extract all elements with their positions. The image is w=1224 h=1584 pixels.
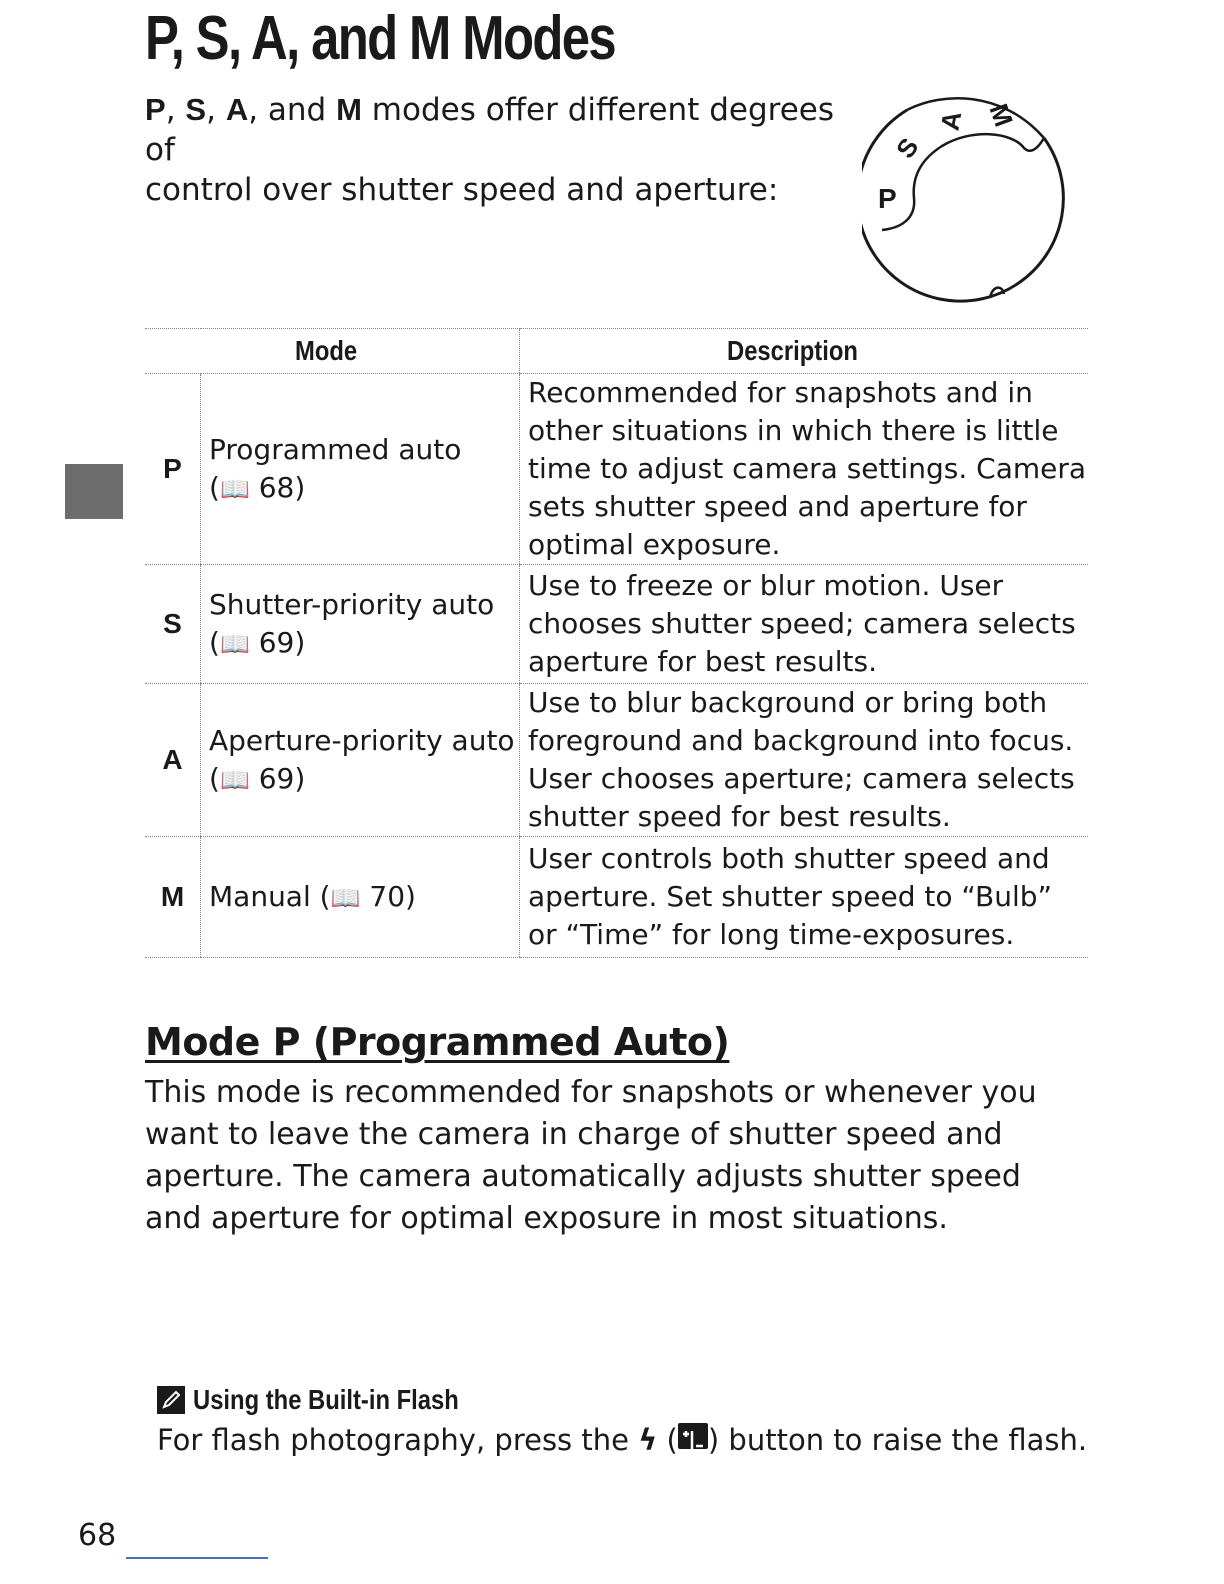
mode-description: Recommended for snapshots and in other situations in which there is little time to adjust camera settings. Camera sets shutter speed and aperture for optimal exposure. [520,374,1089,565]
modes-table [145,328,1088,958]
dial-label-p: P [878,183,897,214]
note-heading-text: Using the Built-in Flash [193,1384,459,1415]
intro-text-1: modes offer different degrees of [145,92,834,168]
table-header-row [145,329,1088,374]
book-icon: 📖 [219,474,250,503]
table-row [145,837,1088,958]
note-heading [157,1384,506,1416]
mode-name: Shutter-priority auto [209,587,495,621]
mode-dial-icon [862,88,1084,308]
book-icon: 📖 [219,765,250,794]
mode-name-cell: Aperture-priority auto (📖 69) [201,684,520,837]
intro-letter-s: S [185,92,207,127]
book-icon: 📖 [219,629,250,658]
mode-name: Aperture-priority auto [209,723,515,757]
table-row [145,374,1088,565]
page-ref: 70 [369,879,406,913]
section-heading: Mode P (Programmed Auto) [145,1020,730,1064]
book-icon: 📖 [330,883,361,912]
mode-letter: M [145,837,201,958]
flash-button-icon [678,1423,708,1449]
mode-name-cell: Manual (📖 70) [201,837,520,958]
header-description: Description [520,329,1089,374]
header-mode: Mode [145,329,520,374]
table-row [145,565,1088,684]
page-ref: 69 [258,761,295,795]
section-body: This mode is recommended for snapshots or whenever you want to leave the camera in charge of shutter speed and aperture. The camera automatically adjusts shutter speed and aperture for optimal exposure in most situations. [145,1075,1037,1236]
intro-text-2: control over shutter speed and aperture: [145,172,779,208]
pencil-note-icon [157,1386,185,1414]
chapter-tab [65,464,123,519]
mode-name: Manual [209,879,311,913]
intro-letter-m: M [336,92,362,127]
intro-paragraph: P, S, A, and M modes offer different degrees of control over shutter speed and aperture: [145,92,834,208]
page-title: P, S, A, and M Modes [145,4,616,73]
mode-letter: A [145,684,201,837]
mode-letter: P [145,374,201,565]
dial-label-a: A [934,108,968,133]
mode-name-cell: Programmed auto (📖 68) [201,374,520,565]
intro-letter-a: A [225,92,249,127]
page-ref: 69 [258,625,295,659]
mode-description: Use to freeze or blur motion. User chooses shutter speed; camera selects aperture for best results. [520,565,1089,684]
dial-label-m: M [983,99,1020,131]
intro-letter-p: P [145,92,166,127]
mode-name-cell: Shutter-priority auto (📖 69) [201,565,520,684]
mode-name: Programmed auto [209,432,462,466]
mode-description: User controls both shutter speed and aperture. Set shutter speed to “Bulb” or “Time” for long time-exposures. [520,837,1089,958]
page-number: 68 [78,1518,117,1553]
table-row [145,684,1088,837]
mode-description: Use to blur background or bring both foreground and background into focus. User chooses aperture; camera selects shutter speed for best results. [520,684,1089,837]
page-ref: 68 [258,470,295,504]
mode-letter: S [145,565,201,684]
footer-rule [126,1557,268,1559]
flash-icon: ϟ [638,1423,658,1457]
note-body: For flash photography, press the ϟ ( ) button to raise the flash. [157,1423,1088,1457]
dial-label-s: S [889,132,925,164]
